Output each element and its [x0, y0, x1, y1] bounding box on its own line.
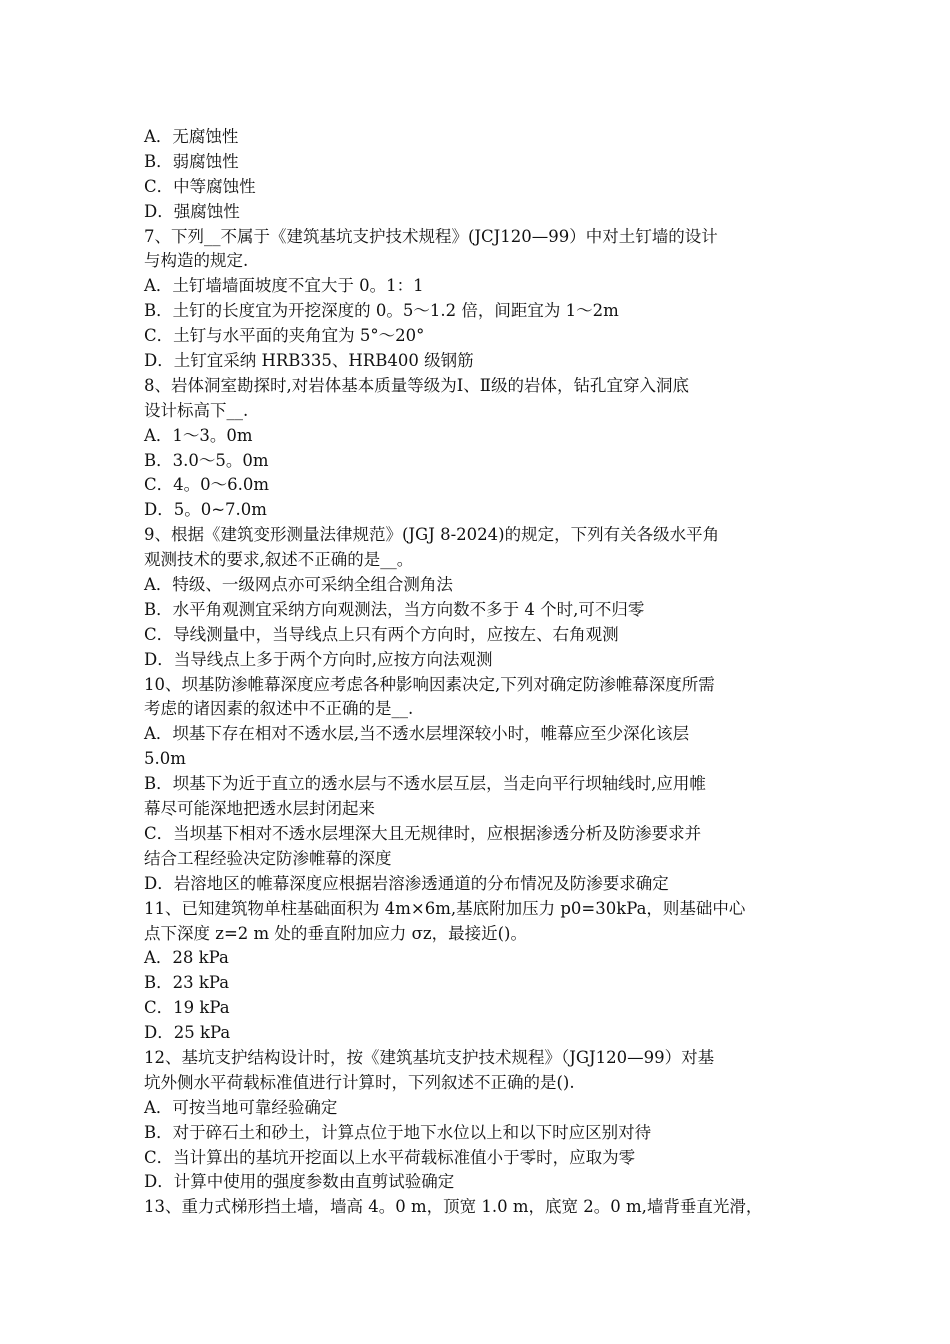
question-10: 10、坝基防渗帷幕深度应考虑各种影响因素决定,下列对确定防渗帷幕深度所需 [144, 674, 715, 694]
text-line: A．1～3。0m [144, 425, 253, 445]
question-9: 9、根据《建筑变形测量法律规范》(JGJ 8-2024)的规定，下列有关各级水平角 [144, 525, 720, 545]
text-line: C．当坝基下相对不透水层埋深大且无规律时，应根据渗透分析及防渗要求并 [144, 823, 702, 843]
text-line: D．当导线点上多于两个方向时,应按方向法观测 [144, 649, 493, 669]
text-line: D．强腐蚀性 [144, 201, 240, 221]
text-line: 与构造的规定. [144, 251, 249, 271]
text-line: 5.0m [144, 749, 186, 769]
text-line: D．25 kPa [144, 1023, 231, 1043]
question-13: 13、重力式梯形挡土墙，墙高 4。0 m，顶宽 1.0 m，底宽 2。0 m,墙背垂直光滑， [144, 1197, 763, 1217]
text-line: 观测技术的要求,叙述不正确的是__。 [144, 550, 414, 570]
text-line: D．计算中使用的强度参数由直剪试验确定 [144, 1172, 455, 1192]
text-line: B．土钉的长度宜为开挖深度的 0。5～1.2 倍，间距宜为 1～2m [144, 301, 619, 321]
text-line: C．土钉与水平面的夹角宜为 5°～20° [144, 326, 425, 346]
question-12: 12、基坑支护结构设计时，按《建筑基坑支护技术规程》（JGJ120—99）对基 [144, 1047, 715, 1067]
question-7: 7、下列__不属于《建筑基坑支护技术规程》(JCJ120—99）中对土钉墙的设计 [144, 226, 718, 246]
text-line: B．弱腐蚀性 [144, 151, 239, 171]
text-line: B．23 kPa [144, 973, 230, 993]
text-line: 幕尽可能深地把透水层封闭起来 [144, 799, 375, 819]
text-line: 考虑的诸因素的叙述中不正确的是__. [144, 699, 414, 719]
text-line: B．对于碎石土和砂土，计算点位于地下水位以上和以下时应区别对待 [144, 1122, 652, 1142]
text-line: C．19 kPa [144, 998, 230, 1018]
text-line: B．坝基下为近于直立的透水层与不透水层互层，当走向平行坝轴线时,应用帷 [144, 774, 706, 794]
text-line: A．无腐蚀性 [144, 127, 239, 146]
text-line: A．坝基下存在相对不透水层,当不透水层埋深较小时，帷幕应至少深化该层 [144, 724, 690, 744]
text-line: 设计标高下__. [144, 400, 249, 420]
question-8: 8、岩体洞室勘探时,对岩体基本质量等级为Ⅰ、Ⅱ级的岩体，钻孔宜穿入洞底 [144, 375, 689, 395]
text-line: A．28 kPa [144, 948, 229, 968]
question-11: 11、已知建筑物单柱基础面积为 4m×6m,基底附加压力 p0=30kPa，则基础中心 [144, 898, 746, 918]
text-line: B．水平角观测宜采纳方向观测法，当方向数不多于 4 个时,可不归零 [144, 599, 645, 619]
text-line: C．中等腐蚀性 [144, 176, 256, 196]
text-line: 点下深度 z=2 m 处的垂直附加应力 σz，最接近()。 [144, 923, 527, 943]
text-line: 坑外侧水平荷载标准值进行计算时，下列叙述不正确的是(). [144, 1072, 575, 1092]
text-line: C．当计算出的基坑开挖面以上水平荷载标准值小于零时，应取为零 [144, 1147, 636, 1167]
text-line: B．3.0～5。0m [144, 450, 269, 470]
text-line: C．导线测量中，当导线点上只有两个方向时，应按左、右角观测 [144, 624, 619, 644]
text-line: A．特级、一级网点亦可采纳全组合测角法 [144, 575, 453, 595]
text-line: D．土钉宜采纳 HRB335、HRB400 级钢筋 [144, 351, 474, 371]
text-line: C．4。0～6.0m [144, 475, 270, 495]
text-line: A．可按当地可靠经验确定 [144, 1097, 338, 1117]
text-line: D．岩溶地区的帷幕深度应根据岩溶渗透通道的分布情况及防渗要求确定 [144, 873, 669, 893]
document-page [144, 125, 814, 1220]
text-line: 结合工程经验决定防渗帷幕的深度 [144, 848, 392, 868]
text-line: D．5。0~7.0m [144, 500, 267, 520]
text-line: A．土钉墙墙面坡度不宜大于 0。1：1 [144, 276, 424, 296]
